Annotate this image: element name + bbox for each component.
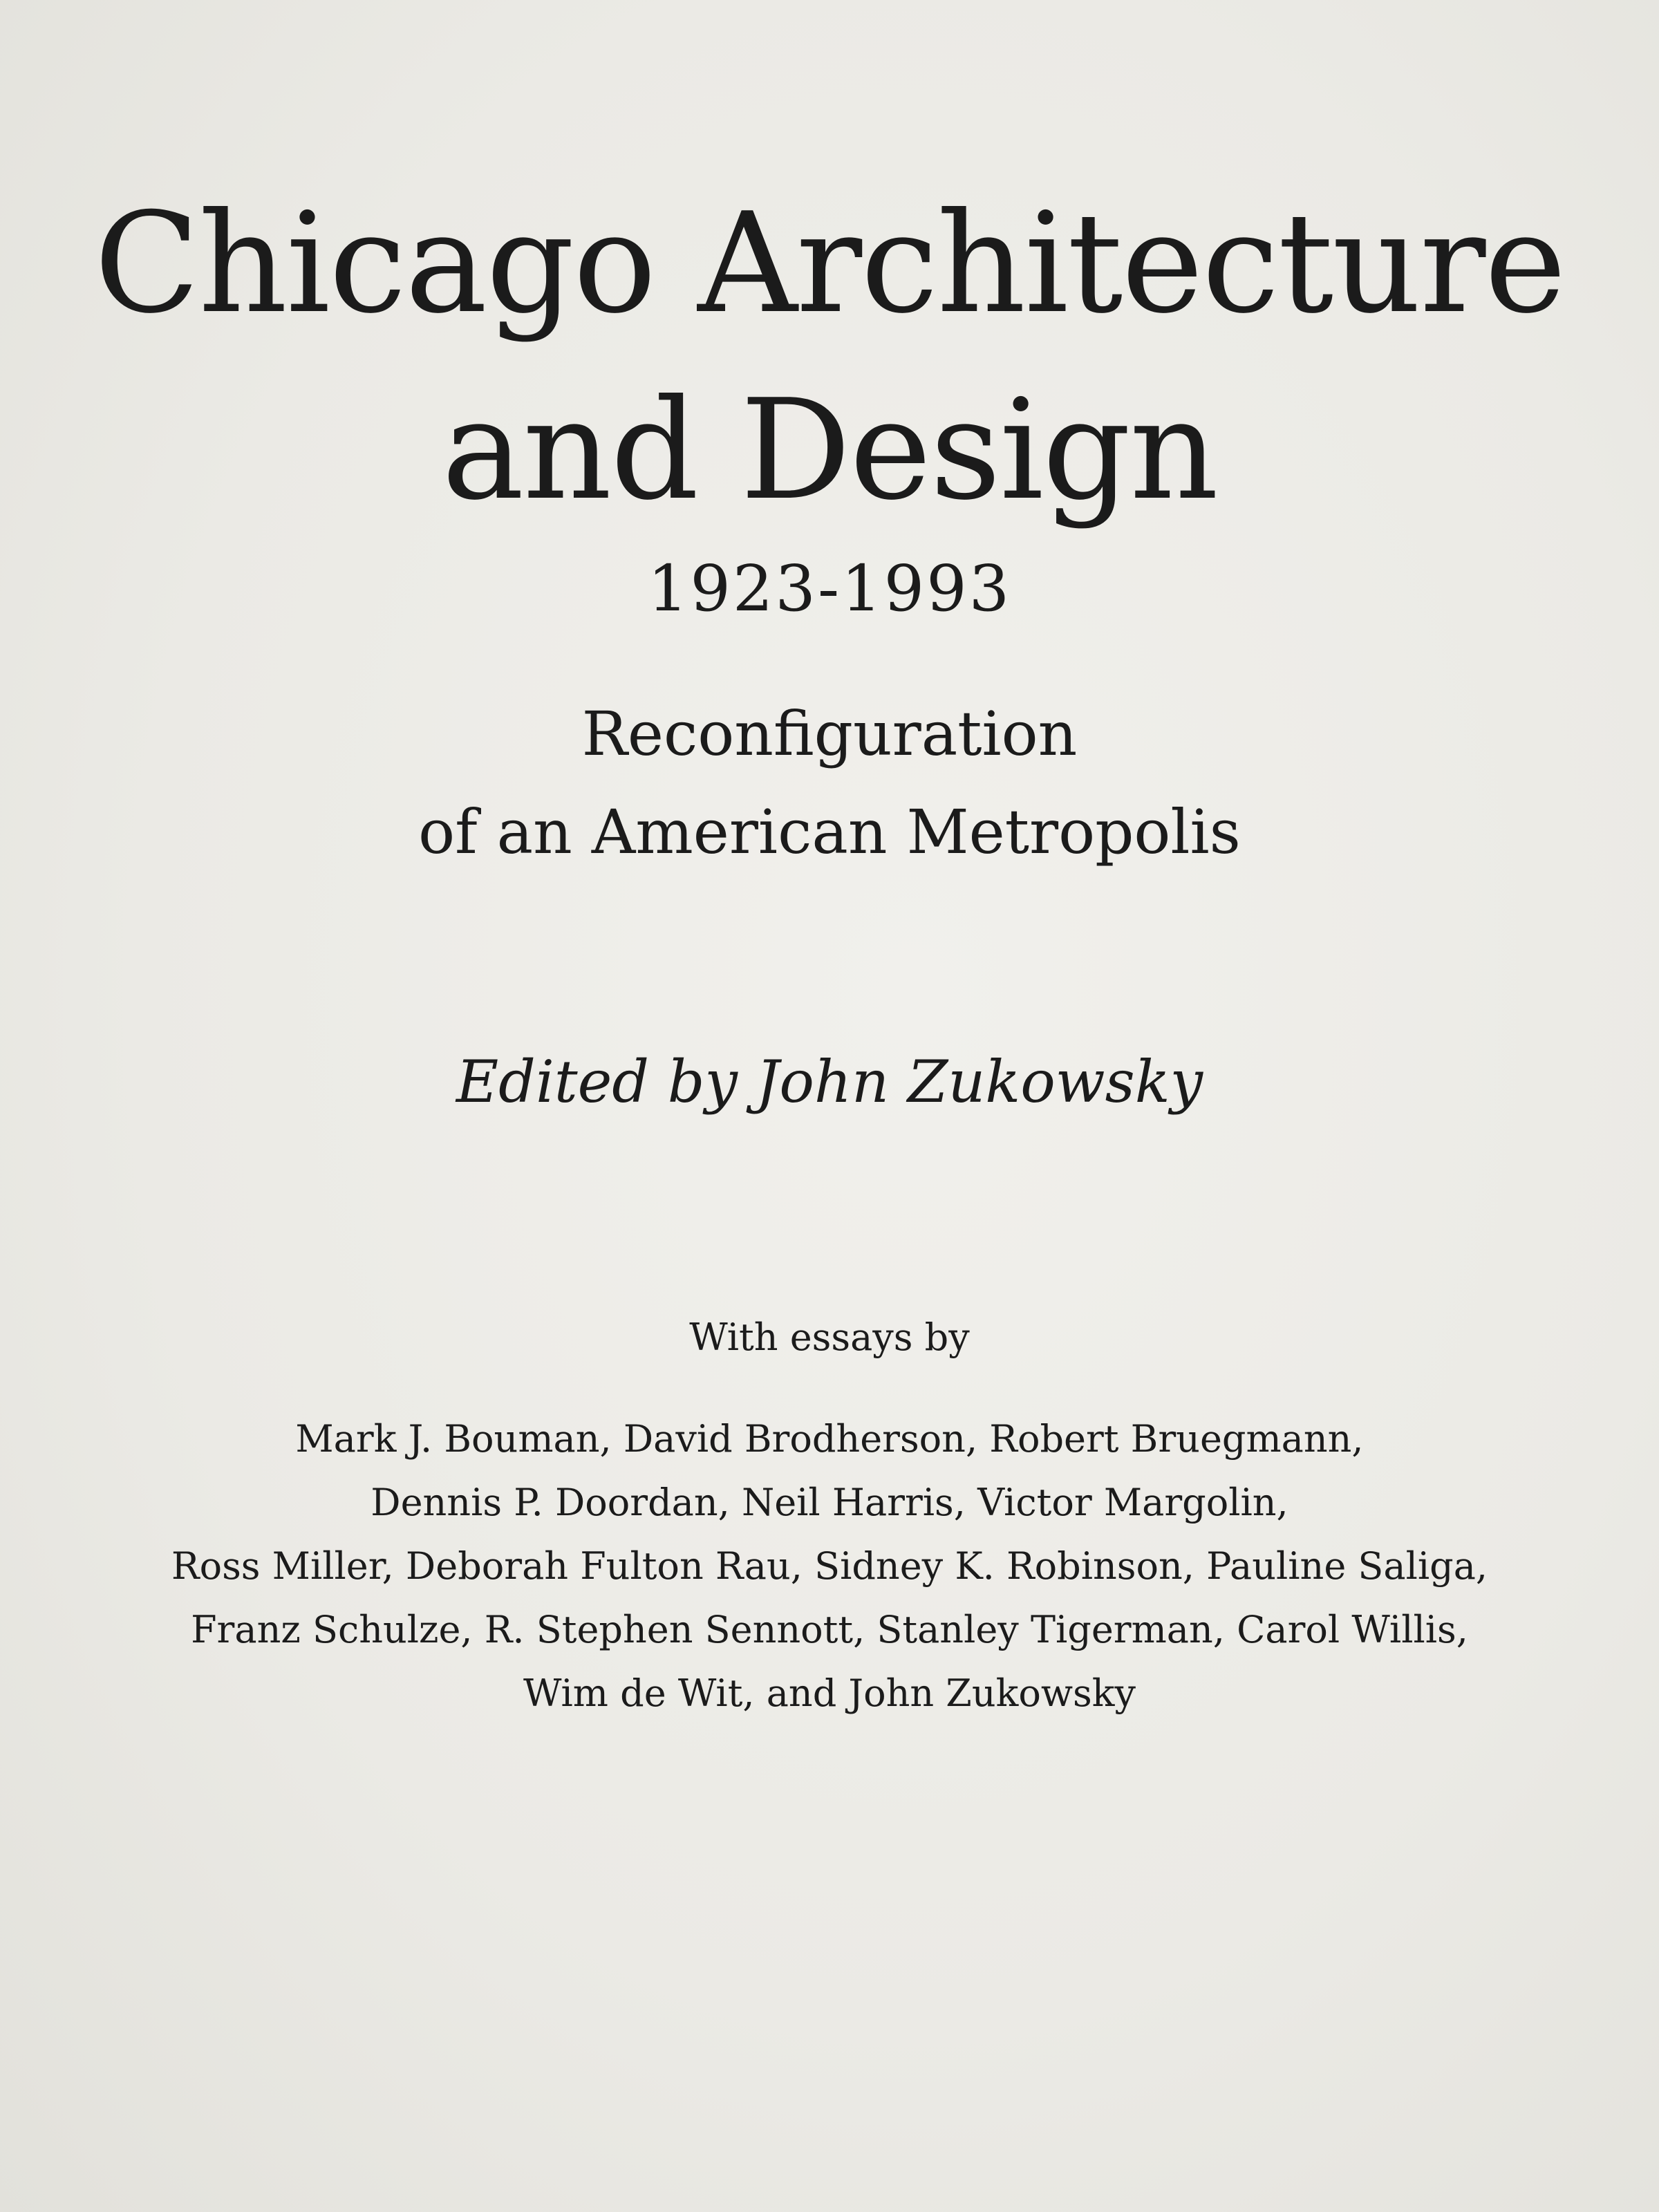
book-subtitle-line-1: Reconfiguration <box>581 698 1078 769</box>
book-subtitle-line-2: of an American Metropolis <box>418 796 1241 868</box>
book-title-line-1: Chicago Architecture <box>94 183 1565 344</box>
book-title-line-2: and Design <box>442 370 1217 531</box>
contributors-line: Wim de Wit, and John Zukowsky <box>523 1671 1136 1715</box>
contributors-line: Franz Schulze, R. Stephen Sennott, Stanley Tigerman, Carol Willis, <box>191 1608 1468 1651</box>
contributors-list <box>0 1407 1659 1725</box>
contributors-line: Dennis P. Doordan, Neil Harris, Victor Margolin, <box>371 1481 1288 1524</box>
book-years: 1923-1993 <box>647 552 1012 626</box>
essays-intro: With essays by <box>689 1315 970 1359</box>
editor-credit: Edited by John Zukowsky <box>456 1048 1203 1116</box>
contributors-line: Ross Miller, Deborah Fulton Rau, Sidney K. Robinson, Pauline Saliga, <box>171 1544 1488 1588</box>
contributors-line: Mark J. Bouman, David Brodherson, Robert Bruegmann, <box>295 1417 1364 1461</box>
